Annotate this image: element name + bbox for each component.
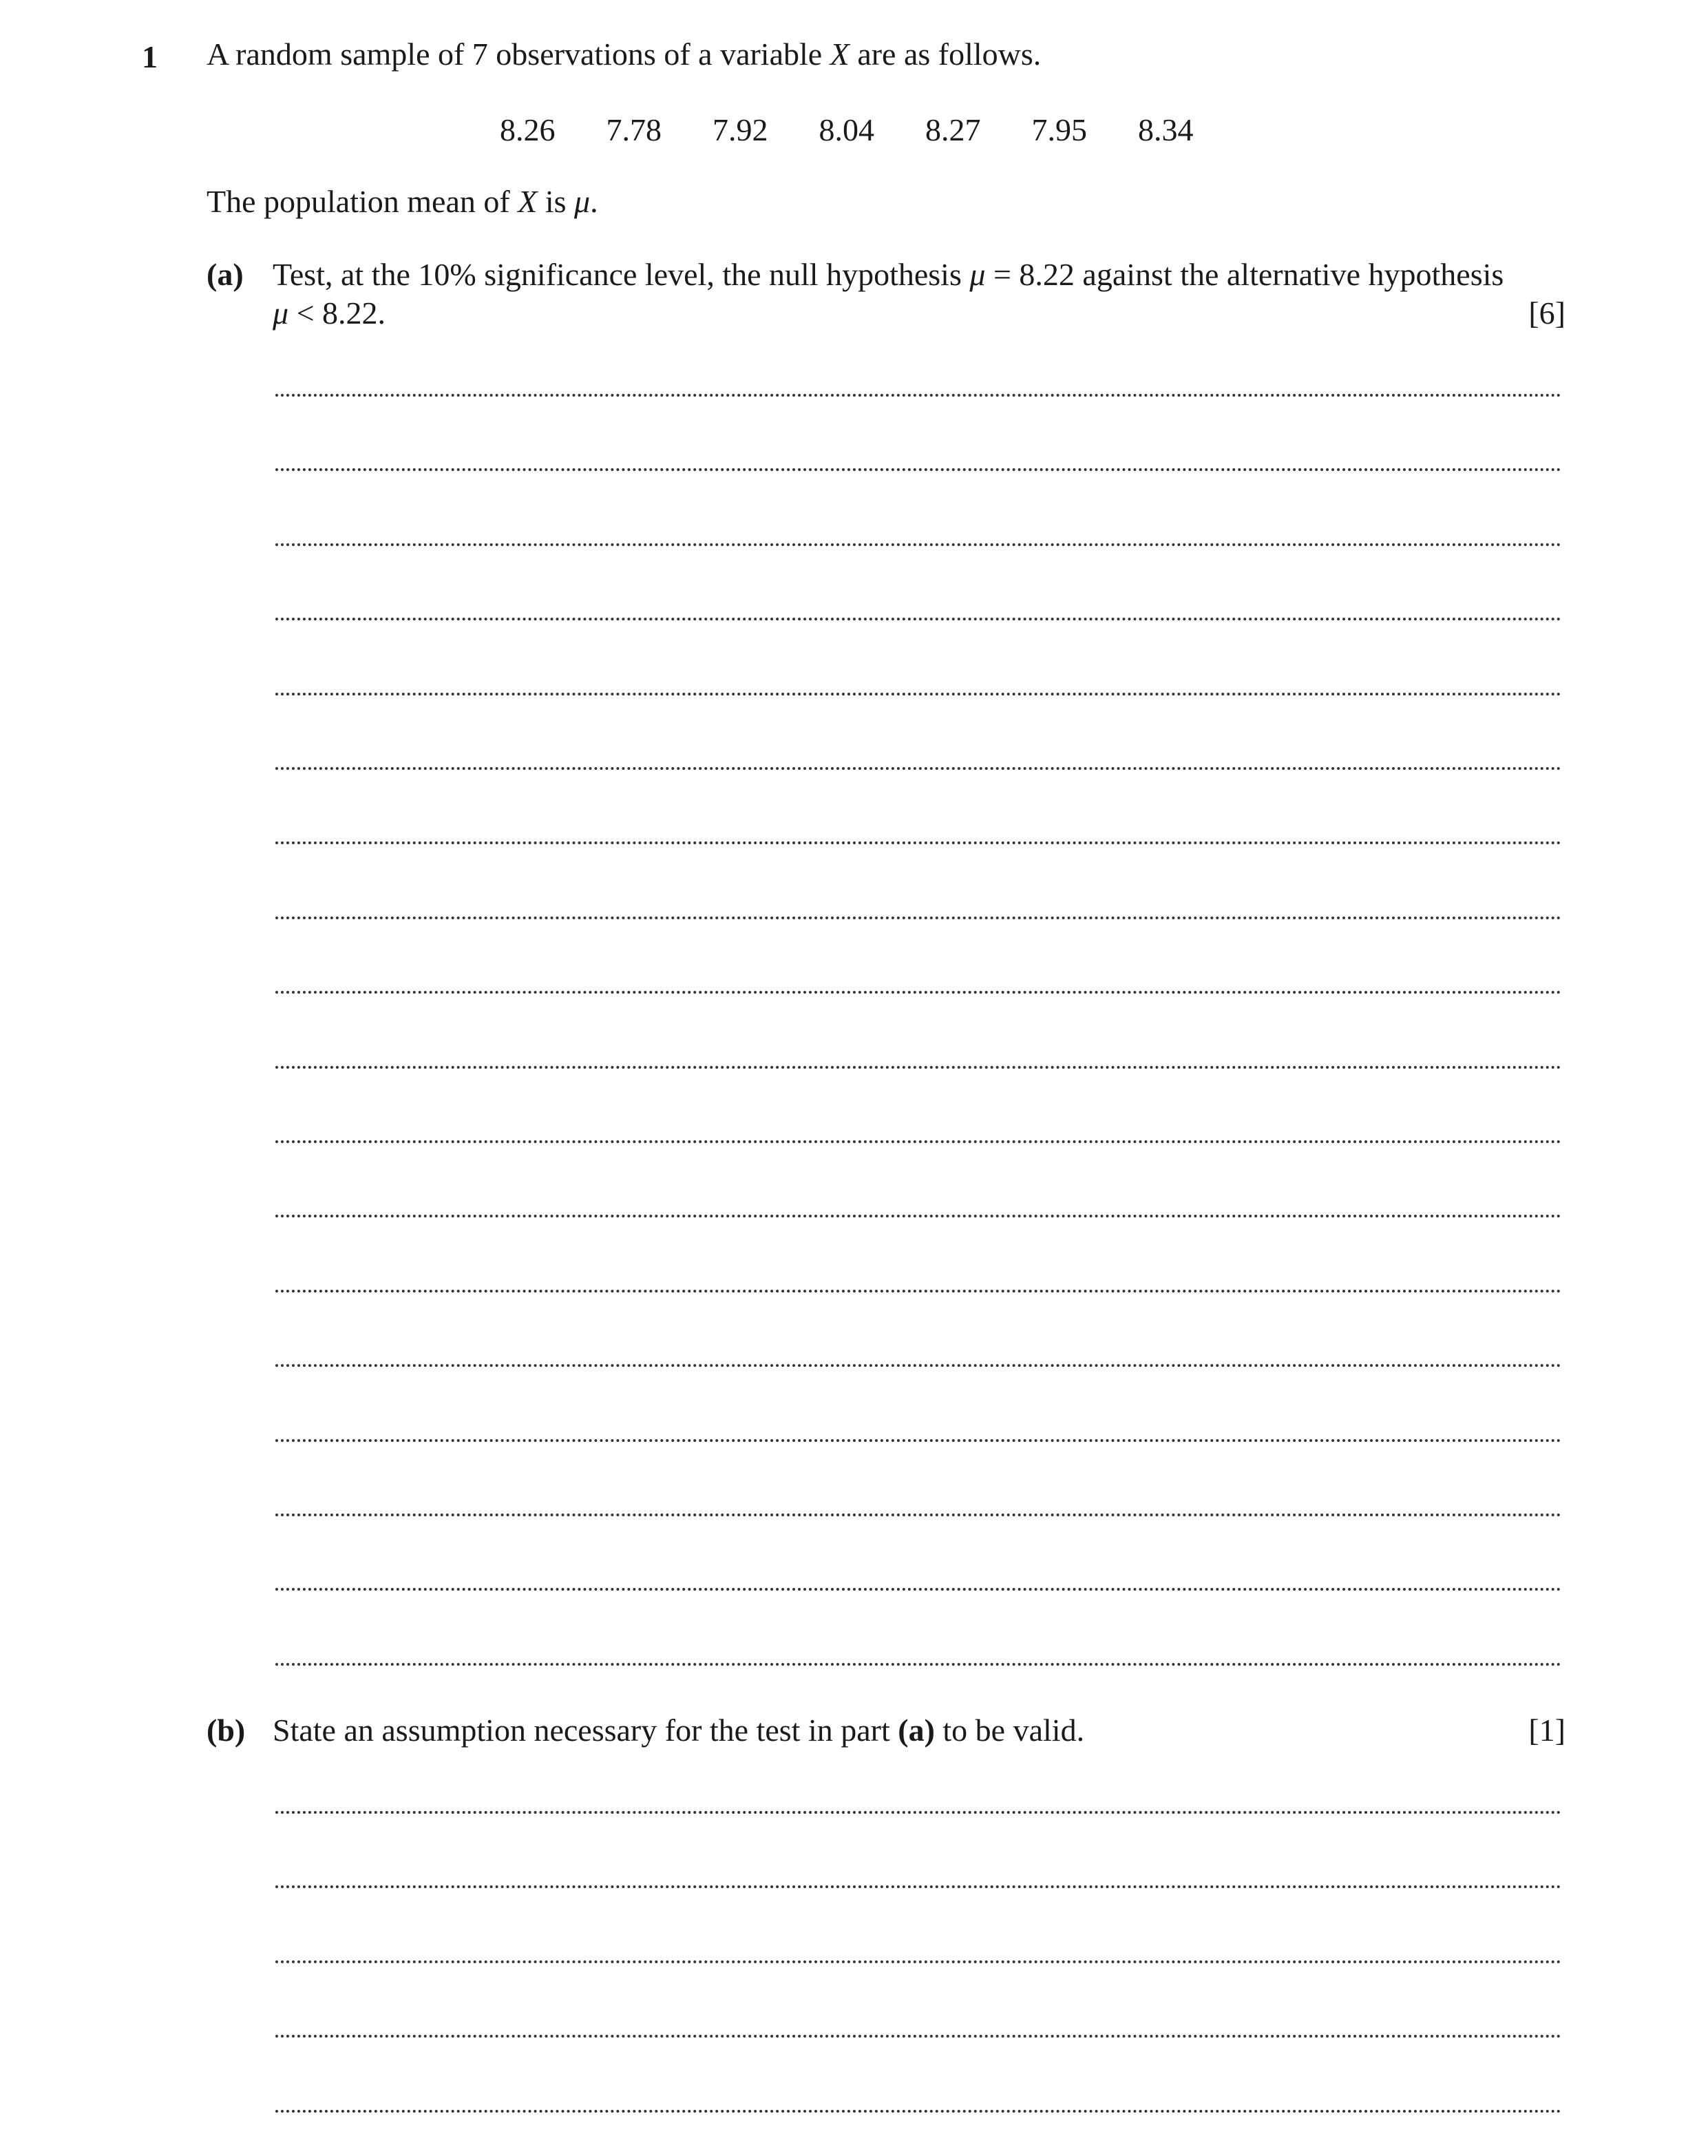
part-b-prompt <box>273 1715 1084 1746</box>
observation-value: 8.26 <box>500 112 556 147</box>
observation-value: 7.92 <box>713 112 768 147</box>
part-b-end: to be valid. <box>934 1713 1085 1748</box>
answer-line[interactable] <box>275 841 1561 844</box>
part-a-alternative: < 8.22. <box>288 295 386 331</box>
answer-line[interactable] <box>275 1439 1561 1442</box>
observation-value: 7.95 <box>1031 112 1087 147</box>
observation-values <box>500 112 1194 148</box>
part-a-prompt-text <box>273 259 1504 291</box>
part-a-prompt-line2 <box>273 297 386 329</box>
part-a-hypothesis: = 8.22 against the alternative hypothesis <box>985 257 1504 292</box>
observation-value: 7.78 <box>606 112 662 147</box>
stem-intro-text: A random sample of 7 observations of a variable <box>207 36 830 72</box>
variable-x: X <box>830 36 850 72</box>
part-a-label: (a) <box>207 257 244 292</box>
answer-line[interactable] <box>275 991 1561 994</box>
answer-line[interactable] <box>275 1663 1561 1666</box>
observation-value: 8.27 <box>925 112 981 147</box>
answer-line[interactable] <box>275 1811 1561 1814</box>
part-a-reference: (a) <box>898 1713 935 1748</box>
answer-line[interactable] <box>275 1514 1561 1516</box>
stem-mean-mid: is <box>537 184 575 219</box>
answer-line[interactable] <box>275 767 1561 770</box>
answer-line[interactable] <box>275 1885 1561 1888</box>
part-b-marks: [1] <box>1528 1713 1565 1748</box>
population-mean-statement <box>207 186 598 218</box>
part-a-marks: [6] <box>1528 295 1565 331</box>
variable-x: X <box>518 184 538 219</box>
answer-line[interactable] <box>275 1364 1561 1367</box>
part-a-prompt-line1 <box>273 259 1565 291</box>
question-stem-intro <box>207 36 1042 72</box>
answer-line[interactable] <box>275 394 1561 397</box>
part-b-intro: State an assumption necessary for the test in part <box>273 1713 898 1748</box>
answer-line[interactable] <box>275 618 1561 620</box>
answer-line[interactable] <box>275 1215 1561 1217</box>
answer-line[interactable] <box>275 693 1561 695</box>
part-a-intro: Test, at the 10% significance level, the null hypothesis <box>273 257 970 292</box>
observation-value: 8.34 <box>1138 112 1194 147</box>
answer-line[interactable] <box>275 917 1561 919</box>
answer-line[interactable] <box>275 2035 1561 2038</box>
stem-mean-text: The population mean of <box>207 184 518 219</box>
answer-line[interactable] <box>275 1960 1561 1963</box>
observation-value: 8.04 <box>819 112 874 147</box>
question-number: 1 <box>142 39 158 74</box>
answer-line[interactable] <box>275 1588 1561 1591</box>
answer-line[interactable] <box>275 1140 1561 1143</box>
answer-line[interactable] <box>275 1066 1561 1069</box>
mu-symbol: μ <box>273 295 289 331</box>
answer-line[interactable] <box>275 468 1561 471</box>
mu-symbol: μ <box>969 257 986 292</box>
stem-mean-end: . <box>590 184 598 219</box>
answer-line[interactable] <box>275 2110 1561 2113</box>
answer-line[interactable] <box>275 1290 1561 1292</box>
part-b-label: (b) <box>207 1713 246 1748</box>
stem-intro-end: are as follows. <box>849 36 1042 72</box>
answer-line[interactable] <box>275 543 1561 546</box>
mu-symbol: μ <box>574 184 591 219</box>
